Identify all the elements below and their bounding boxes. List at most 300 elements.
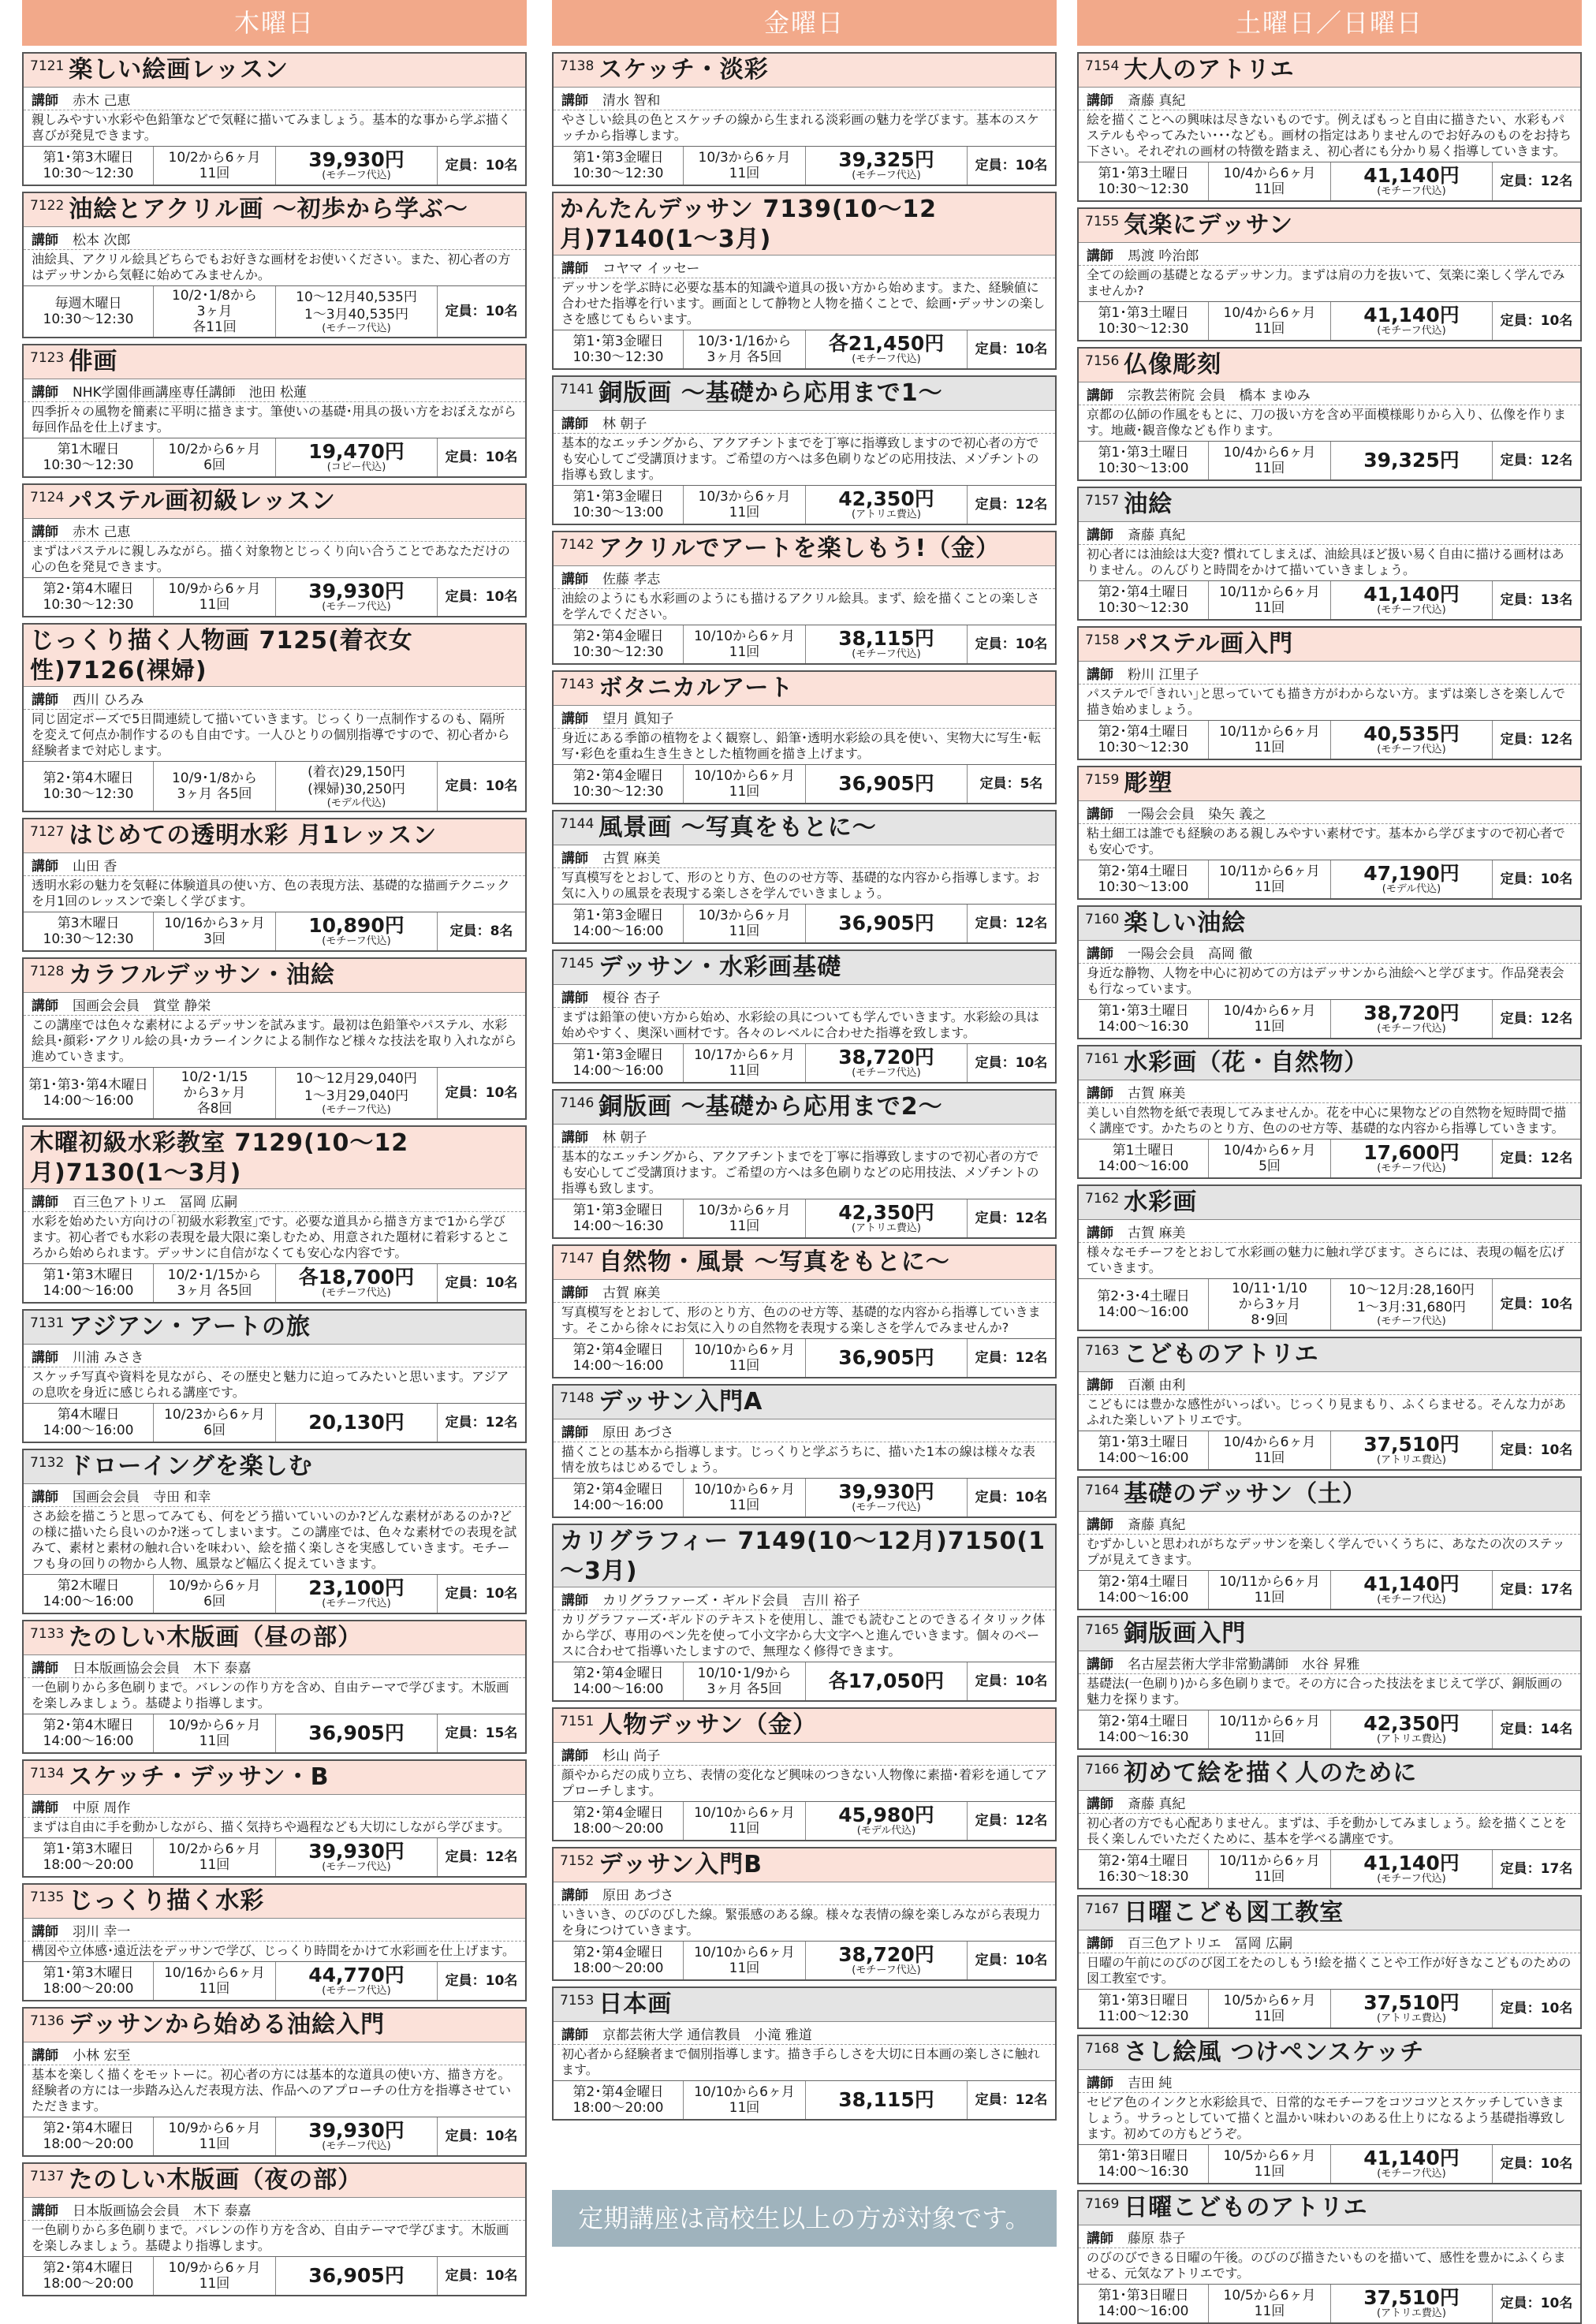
period-line: 11回 xyxy=(729,1218,760,1234)
course-card[interactable] xyxy=(22,1759,527,1878)
period-line: 10/9から6ヶ月 xyxy=(168,1718,261,1733)
course-info-row xyxy=(24,1961,525,2000)
fee-cell xyxy=(276,1264,438,1302)
schedule-line: 第1･第3･第4木曜日 xyxy=(28,1077,148,1093)
course-code: 7122 xyxy=(30,198,65,214)
period-line: 各8回 xyxy=(196,1101,233,1117)
fee-note: (アトリエ費込) xyxy=(1377,2307,1446,2319)
course-card[interactable] xyxy=(1077,487,1582,621)
fee-cell xyxy=(806,486,968,524)
period-cell xyxy=(1209,721,1331,759)
course-info-row xyxy=(1079,860,1580,898)
capacity-cell: 定員：10名 xyxy=(445,1085,518,1101)
course-title: じっくり描く人物画 7125(着衣女性)7126(裸婦) xyxy=(30,627,413,685)
fee-amount: 36,905円 xyxy=(838,1346,934,1369)
schedule-line: 14:00～16:00 xyxy=(1098,1304,1189,1320)
fee-note: (アトリエ費込) xyxy=(852,509,921,520)
course-card[interactable] xyxy=(1077,905,1582,1039)
course-card[interactable] xyxy=(22,957,527,1120)
course-title: 楽しい絵画レッスン xyxy=(69,56,289,84)
course-code: 7158 xyxy=(1085,632,1120,648)
course-info-row xyxy=(554,625,1055,663)
course-description: 写真模写をとおして、形のとり方、色ののせ方等、基礎的な内容から指導します。お気に入りの風景を表現する楽しさを学んでいきましょう。 xyxy=(561,870,1040,901)
fee-note: (モチーフ代込) xyxy=(1377,1315,1446,1327)
course-card[interactable] xyxy=(1077,1184,1582,1331)
instructor-name: 杉山 尚子 xyxy=(602,1748,661,1764)
schedule-line: 第1･第3木曜日 xyxy=(43,1841,134,1857)
period-line: 10/4から6ヶ月 xyxy=(1223,1143,1316,1158)
course-description: セピア色のインクと水彩絵具で、日常的なモチーフをコツコツとスケッチしていきましょう。サラっとしていて描くと温かい味わいのある仕上りになるよう基礎指導致します。初めての方もどうぞ。 xyxy=(1087,2095,1566,2141)
fee-note: (モチーフ代込) xyxy=(322,1104,391,1116)
course-title: 油絵とアクリル画 ～初歩から学ぶ～ xyxy=(69,196,468,223)
fee-line: (裸婦)30,250円 xyxy=(308,782,405,797)
course-title: パステル画入門 xyxy=(1124,630,1294,658)
period-cell xyxy=(1209,1990,1331,2027)
schedule-cell xyxy=(24,762,154,811)
period-line: 11回 xyxy=(1254,1729,1285,1745)
schedule-line: 第1･第3日曜日 xyxy=(1098,2148,1189,2164)
course-card[interactable] xyxy=(1077,2035,1582,2184)
schedule-line: 第2･第4土曜日 xyxy=(1098,1574,1189,1590)
schedule-line: 14:00～16:00 xyxy=(1098,1158,1189,1174)
capacity-cell: 定員：5名 xyxy=(979,776,1043,792)
course-title: 日本画 xyxy=(598,1990,673,2018)
capacity-cell: 定員：10名 xyxy=(445,1586,518,1602)
course-code: 7162 xyxy=(1085,1191,1120,1207)
course-title-bar xyxy=(24,485,525,519)
schedule-line: 14:00～16:00 xyxy=(572,923,664,939)
fee-cell xyxy=(806,1479,968,1516)
instructor-label: 講師 xyxy=(32,1924,58,1940)
fee-note: (モチーフ代込) xyxy=(1377,1023,1446,1035)
capacity-cell: 定員：10名 xyxy=(1500,1442,1573,1458)
schedule-line: 10:30～12:30 xyxy=(1098,600,1189,616)
course-card[interactable] xyxy=(552,1707,1057,1841)
instructor-row xyxy=(554,1125,1055,1147)
course-description: 日曜の午前にのびのび図工をたのしもう!絵を描くことや工作が好きなこどものための図工教室です。 xyxy=(1087,1955,1572,1986)
course-code: 7164 xyxy=(1085,1483,1120,1498)
period-cell xyxy=(684,486,806,524)
instructor-name: 古賀 麻美 xyxy=(602,851,661,867)
course-info-row xyxy=(24,285,525,337)
course-title-bar xyxy=(24,625,525,687)
schedule-line: 第1･第3木曜日 xyxy=(43,150,134,166)
capacity-cell: 定員：10名 xyxy=(1500,2156,1573,2172)
schedule-line: 14:00～16:00 xyxy=(43,1093,134,1109)
course-description: 全ての絵画の基礎となるデッサン力。まずは肩の力を抜いて、気楽に楽しく学んでみませんか? xyxy=(1087,267,1565,298)
instructor-row xyxy=(24,2042,525,2065)
instructor-label: 講師 xyxy=(1087,1657,1113,1673)
course-card[interactable] xyxy=(552,670,1057,804)
period-line: 11回 xyxy=(199,1981,230,1997)
period-line: 10/11から6ヶ月 xyxy=(1219,584,1320,600)
instructor-name: 斎藤 真紀 xyxy=(1128,1517,1186,1533)
course-description: 絵を描くことへの興味は尽きないものです。例えばもっと自由に描きたい、水彩もパステルもやってみたい･･･なども。画材の指定はありませんのでお好みのものをお持ち下さい。それぞれの画材の特徴を踏まえ、初心者にも分かり易く指導していきます。 xyxy=(1087,112,1572,159)
course-card[interactable] xyxy=(552,52,1057,186)
instructor-label: 講師 xyxy=(1087,1517,1113,1533)
course-description: 初心者には油絵は大変? 慣れてしまえば、油絵具ほど扱い易く自由に描ける画材はありません。のんびりと時間をかけて描いていきましょう。 xyxy=(1087,546,1564,577)
period-line: 11回 xyxy=(199,2136,230,2152)
course-title: はじめての透明水彩 月1レッスン xyxy=(69,822,438,849)
capacity-cell: 定員：12名 xyxy=(975,1813,1048,1829)
instructor-label: 講師 xyxy=(1087,528,1113,543)
fee-cell xyxy=(806,765,968,803)
course-title: 彫塑 xyxy=(1124,770,1173,797)
period-line: 10/11から6ヶ月 xyxy=(1219,1714,1320,1729)
instructor-name: カリグラファーズ・ギルド会員 吉川 裕子 xyxy=(602,1593,860,1609)
schedule-line: 10:30～12:30 xyxy=(572,784,664,800)
course-card[interactable] xyxy=(1077,1476,1582,1610)
schedule-line: 第4木曜日 xyxy=(57,1407,120,1423)
schedule-line: 第2･第4木曜日 xyxy=(43,2260,134,2276)
fee-note: (アトリエ費込) xyxy=(1377,2013,1446,2024)
schedule-cell xyxy=(1079,1990,1209,2027)
fee-note: (モチーフ代込) xyxy=(1377,744,1446,755)
capacity-cell: 定員：12名 xyxy=(1500,732,1573,748)
schedule-line: 第2･第4木曜日 xyxy=(43,2121,134,2136)
course-info-row xyxy=(554,1801,1055,1840)
period-cell xyxy=(684,1942,806,1979)
course-code: 7133 xyxy=(30,1626,65,1642)
period-line: 10/9･1/8から xyxy=(171,770,258,786)
instructor-name: 名古屋芸術大学非常勤講師 水谷 昇雅 xyxy=(1128,1657,1360,1673)
fee-cell xyxy=(276,147,438,185)
period-cell xyxy=(684,1339,806,1377)
course-title: デッサンから始める油絵入門 xyxy=(69,2011,386,2039)
course-info-row xyxy=(554,1199,1055,1237)
schedule-cell xyxy=(1079,162,1209,200)
schedule-line: 第2･第4土曜日 xyxy=(1098,584,1189,600)
period-line: 10/16から6ヶ月 xyxy=(164,1965,265,1981)
course-title-bar xyxy=(1079,767,1580,801)
course-info-row xyxy=(1079,441,1580,479)
fee-cell xyxy=(1331,162,1493,200)
instructor-name: NHK学園俳画講座専任講師 池田 松蓮 xyxy=(73,385,308,401)
instructor-label: 講師 xyxy=(561,1285,588,1301)
course-code: 7168 xyxy=(1085,2041,1120,2057)
period-cell xyxy=(154,2257,276,2295)
fee-note: (モチーフ代込) xyxy=(852,1964,921,1976)
schedule-line: 第1･第3土曜日 xyxy=(1098,166,1189,181)
course-card[interactable] xyxy=(1077,1337,1582,1471)
instructor-name: 吉田 純 xyxy=(1128,2076,1173,2091)
period-line: 10/9から6ヶ月 xyxy=(168,2121,261,2136)
instructor-label: 講師 xyxy=(32,385,58,401)
course-description: さあ絵を描こうと思ってみても、何をどう描いていいのか?どんな素材があるのか?どの様に描いたら良いのか?迷ってしまいます。この講座では、色々な素材での表現を試みて、素材と素材の触れ合いを味わい、絵を描く楽しさを実感していきます。モチーフも身の回りの物から人物、風景など幅広く捉えていきます。 xyxy=(32,1509,517,1571)
schedule-line: 第1･第3金曜日 xyxy=(572,489,664,505)
instructor-name: 原田 あづさ xyxy=(602,1425,674,1441)
instructor-row xyxy=(24,1484,525,1507)
course-code: 7154 xyxy=(1085,58,1120,74)
fee-amount: 38,115円 xyxy=(838,627,934,650)
course-card[interactable] xyxy=(552,375,1057,525)
course-code: 7156 xyxy=(1085,353,1120,369)
course-card[interactable] xyxy=(1077,1755,1582,1889)
course-card[interactable] xyxy=(552,1847,1057,1981)
schedule-cell xyxy=(1079,1571,1209,1609)
course-title: デッサン・水彩画基礎 xyxy=(598,953,842,981)
course-info-row xyxy=(1079,999,1580,1038)
period-line: 10/10から6ヶ月 xyxy=(694,1945,795,1960)
capacity-cell: 定員：12名 xyxy=(975,497,1048,513)
course-card[interactable] xyxy=(22,2007,527,2157)
schedule-line: 第1･第3金曜日 xyxy=(572,150,664,166)
instructor-label: 講師 xyxy=(32,93,58,109)
period-line: 10/2･1/8から xyxy=(171,288,258,304)
instructor-name: 望月 眞知子 xyxy=(602,711,674,727)
schedule-cell xyxy=(554,1339,684,1377)
course-title-bar xyxy=(1079,54,1580,88)
instructor-name: 斎藤 真紀 xyxy=(1128,1796,1186,1812)
period-line: 11回 xyxy=(1254,740,1285,755)
course-card[interactable] xyxy=(552,531,1057,665)
fee-note: (モデル代込) xyxy=(326,797,386,809)
period-cell xyxy=(1209,162,1331,200)
course-card[interactable] xyxy=(1077,1045,1582,1179)
course-card[interactable] xyxy=(22,52,527,186)
course-card[interactable] xyxy=(22,1125,527,1304)
instructor-label: 講師 xyxy=(1087,93,1113,109)
fee-cell xyxy=(276,1404,438,1442)
course-card[interactable] xyxy=(552,1244,1057,1378)
course-card[interactable] xyxy=(22,483,527,617)
period-line: から3ヶ月 xyxy=(1238,1296,1301,1312)
schedule-line: 第2･第4木曜日 xyxy=(43,1718,134,1733)
capacity-cell: 定員：17名 xyxy=(1500,1861,1573,1877)
instructor-name: 百三色アトリエ 冨岡 広嗣 xyxy=(73,1195,238,1210)
fee-note: (アトリエ費込) xyxy=(852,1222,921,1234)
course-card[interactable] xyxy=(552,1524,1057,1702)
course-card[interactable] xyxy=(22,192,527,338)
period-line: 10/2から6ヶ月 xyxy=(168,1841,261,1857)
period-cell xyxy=(1209,2285,1331,2322)
period-line: 11回 xyxy=(1254,1450,1285,1466)
course-card[interactable] xyxy=(22,1449,527,1614)
schedule-line: 第2･第4木曜日 xyxy=(43,581,134,597)
instructor-row xyxy=(1079,2070,1580,2093)
course-card[interactable] xyxy=(22,1883,527,2001)
course-card[interactable] xyxy=(22,1620,527,1754)
course-card[interactable] xyxy=(1077,347,1582,481)
schedule-line: 18:00～20:00 xyxy=(572,1960,664,1976)
capacity-cell: 定員：12名 xyxy=(975,1350,1048,1366)
instructor-name: 西川 ひろみ xyxy=(73,692,144,708)
course-info-row xyxy=(1079,2144,1580,2183)
fee-amount: 45,980円 xyxy=(838,1804,934,1826)
column-weekend xyxy=(1077,0,1582,2324)
period-line: 10/3から6ヶ月 xyxy=(698,150,791,166)
schedule-line: 14:00～16:00 xyxy=(572,1498,664,1513)
column-header: 木曜日 xyxy=(22,0,527,46)
course-description: むずかしいと思われがちなデッサンを楽しく学んでいくうちに、あなたの次のステップが見えてきます。 xyxy=(1087,1536,1565,1567)
period-cell xyxy=(684,2081,806,2119)
course-code: 7127 xyxy=(30,824,65,840)
capacity-cell: 定員：10名 xyxy=(975,636,1048,652)
schedule-cell xyxy=(1079,1140,1209,1177)
schedule-line: 第2･第4土曜日 xyxy=(1098,1714,1189,1729)
capacity-cell: 定員：10名 xyxy=(445,589,518,605)
schedule-line: 10:30～12:30 xyxy=(572,166,664,181)
course-info-row xyxy=(1079,1989,1580,2027)
fee-cell xyxy=(806,147,968,185)
course-card[interactable] xyxy=(1077,1616,1582,1750)
course-title: ドローイングを楽しむ xyxy=(69,1453,313,1480)
fee-cell xyxy=(1331,1279,1493,1330)
schedule-line: 10:30～12:30 xyxy=(1098,321,1189,337)
instructor-label: 講師 xyxy=(1087,1378,1113,1393)
course-title: カラフルデッサン・油絵 xyxy=(69,961,335,989)
course-card[interactable] xyxy=(22,344,527,478)
course-code: 7148 xyxy=(560,1390,595,1406)
course-card[interactable] xyxy=(22,623,527,812)
schedule-cell xyxy=(1079,302,1209,340)
course-title-bar xyxy=(554,377,1055,411)
fee-cell xyxy=(806,1802,968,1840)
course-card[interactable] xyxy=(1077,1895,1582,2029)
course-info-row xyxy=(1079,1710,1580,1748)
instructor-row xyxy=(24,1795,525,1818)
schedule-line: 第2･第4金曜日 xyxy=(572,1666,664,1681)
fee-amount: 各21,450円 xyxy=(828,332,945,355)
instructor-name: 羽川 幸一 xyxy=(73,1924,131,1940)
course-card[interactable] xyxy=(552,192,1057,370)
course-card[interactable] xyxy=(1077,766,1582,900)
schedule-cell xyxy=(554,1479,684,1516)
course-card[interactable] xyxy=(552,1986,1057,2121)
course-info-row xyxy=(1079,2284,1580,2322)
period-cell xyxy=(684,1199,806,1237)
course-description: スケッチ写真や資料を見ながら、その歴史と魅力に迫ってみたいと思います。アジアの息吹を身近に感じられる講座です。 xyxy=(32,1369,509,1400)
instructor-row xyxy=(24,687,525,710)
course-title-bar xyxy=(1079,1757,1580,1791)
fee-note: (モチーフ代込) xyxy=(852,648,921,660)
column-friday xyxy=(552,0,1057,2121)
instructor-label: 講師 xyxy=(561,1130,588,1146)
instructor-label: 講師 xyxy=(1087,1225,1113,1241)
fee-note: (モチーフ代込) xyxy=(322,2140,391,2152)
instructor-label: 講師 xyxy=(1087,388,1113,404)
schedule-line: 18:00～20:00 xyxy=(572,1821,664,1837)
course-info-row xyxy=(1079,1139,1580,1177)
fee-cell xyxy=(1331,1710,1493,1748)
period-cell xyxy=(684,1662,806,1700)
fee-line: (着衣)29,150円 xyxy=(308,764,405,780)
course-info-row xyxy=(554,330,1055,368)
course-description: まずは自由に手を動かしながら、描く気持ちや過程なども大切にしながら学びます。 xyxy=(32,1819,510,1834)
fee-note: (アトリエ費込) xyxy=(1377,1733,1446,1745)
schedule-cell xyxy=(24,2117,154,2155)
course-description: 同じ固定ポーズで5日間連続して描いていきます。じっくり一点制作するのも、隔所を変えて何点か制作するのも自由です。一人ひとりの個別指導ですので、初心者から経験者まで対応します。 xyxy=(32,711,510,758)
course-description: 顔やからだの成り立ち、表情の変化など興味のつきない人物像に素描･着彩を通してアプローチします。 xyxy=(561,1767,1048,1798)
course-card[interactable] xyxy=(1077,2190,1582,2324)
course-card[interactable] xyxy=(552,810,1057,944)
instructor-row xyxy=(24,519,525,542)
course-description: やさしい絵具の色とスケッチの線から生まれる淡彩画の魅力を学びます。基本のスケッチから指導します。 xyxy=(561,112,1039,143)
course-card[interactable] xyxy=(22,1309,527,1443)
instructor-name: 中原 周作 xyxy=(73,1800,131,1816)
schedule-line: 第1･第3木曜日 xyxy=(43,1965,134,1981)
course-description: カリグラファーズ･ギルドのテキストを使用し、誰でも読むことのできるイタリック体から学び、専用のペン先を使って小文字から大文字へと進んでいきます。個々のペースに合わせて指導いたしますので、無理なく修得できます。 xyxy=(561,1612,1046,1658)
fee-line: 1～3月40,535円 xyxy=(304,307,409,323)
instructor-row xyxy=(1079,801,1580,824)
period-line: 3ヶ月 各5回 xyxy=(177,1283,252,1299)
period-line: 11回 xyxy=(729,505,760,520)
course-card[interactable] xyxy=(552,949,1057,1084)
fee-note: (モデル代込) xyxy=(856,1825,916,1837)
course-description: まずはパステルに親しみながら。描く対象物とじっくり向い合うことであなただけの心の色を発見できます。 xyxy=(32,543,510,574)
fee-note: (モチーフ代込) xyxy=(852,353,921,365)
course-info-row xyxy=(1079,720,1580,759)
course-title-bar xyxy=(1079,209,1580,243)
schedule-line: 10:30～12:30 xyxy=(1098,740,1189,755)
capacity-cell: 定員：12名 xyxy=(1500,1011,1573,1027)
schedule-cell xyxy=(554,905,684,942)
course-title-bar xyxy=(554,1988,1055,2022)
course-card[interactable] xyxy=(1077,52,1582,202)
fee-cell xyxy=(1331,2145,1493,2183)
fee-note: (モチーフ代込) xyxy=(1377,185,1446,197)
instructor-row xyxy=(24,1189,525,1212)
schedule-line: 10:30～12:30 xyxy=(43,166,134,181)
course-description: 透明水彩の魅力を気軽に体験道具の使い方、色の表現方法、基礎的な描画テクニックを月1回のレッスンで楽しく学びます。 xyxy=(32,878,510,908)
instructor-label: 講師 xyxy=(1087,946,1113,962)
schedule-line: 14:00～16:30 xyxy=(1098,1019,1189,1035)
instructor-name: 宗教芸術院 会員 橋本 まゆみ xyxy=(1128,388,1311,404)
course-title-bar xyxy=(1079,1046,1580,1080)
course-description: 油絵具、アクリル絵具どちらでもお好きな画材をお使いください。また、初心者の方はデッサンから気軽に始めてみませんか。 xyxy=(32,252,511,282)
course-card[interactable] xyxy=(22,2162,527,2296)
instructor-row xyxy=(1079,1791,1580,1814)
period-line: 11回 xyxy=(1254,879,1285,895)
course-list xyxy=(552,52,1057,2121)
instructor-label: 講師 xyxy=(561,572,588,588)
course-title-bar xyxy=(1079,2192,1580,2225)
schedule-cell xyxy=(24,1068,154,1118)
course-description: 美しい自然物を紙で表現してみませんか。花を中心に果物などの自然物を短時間で描く講座です。かたちのとり方、色ののせ方等、基礎的な内容から指導していきます。 xyxy=(1087,1105,1567,1136)
course-card[interactable] xyxy=(22,818,527,952)
course-code: 7138 xyxy=(560,58,595,74)
course-description: いきいき、のびのびした線。緊張感のある線。様々な表情の線を楽しみながら表現力を身につけていきます。 xyxy=(561,1907,1041,1938)
instructor-row xyxy=(554,566,1055,589)
instructor-name: 赤木 己恵 xyxy=(73,524,131,540)
instructor-label: 講師 xyxy=(32,1661,58,1677)
schedule-line: 第2･第4金曜日 xyxy=(572,1805,664,1821)
schedule-cell xyxy=(1079,1710,1209,1748)
capacity-cell: 定員：10名 xyxy=(1500,2001,1573,2016)
course-code: 7157 xyxy=(1085,493,1120,509)
period-cell xyxy=(684,147,806,185)
course-code: 7141 xyxy=(560,382,595,397)
period-line: 10/11から6ヶ月 xyxy=(1219,1574,1320,1590)
fee-cell xyxy=(806,625,968,663)
period-line: 3ヶ月 各5回 xyxy=(707,1681,782,1697)
fee-cell xyxy=(276,912,438,950)
schedule-line: 第1･第3日曜日 xyxy=(1098,2288,1189,2303)
course-card[interactable] xyxy=(1077,207,1582,341)
fee-note: (モチーフ代込) xyxy=(322,601,391,613)
instructor-name: 古賀 麻美 xyxy=(1128,1225,1186,1241)
instructor-name: 古賀 麻美 xyxy=(1128,1086,1186,1102)
course-card[interactable] xyxy=(1077,626,1582,760)
course-card[interactable] xyxy=(552,1089,1057,1239)
schedule-cell xyxy=(1079,1850,1209,1888)
fee-amount: 38,720円 xyxy=(838,1046,934,1069)
schedule-line: 10:30～12:30 xyxy=(43,457,134,473)
schedule-line: 11:00～12:30 xyxy=(1098,2009,1189,2024)
period-line: 10/3･1/16から xyxy=(697,334,792,349)
capacity-cell: 定員：10名 xyxy=(1500,313,1573,329)
course-card[interactable] xyxy=(552,1384,1057,1518)
